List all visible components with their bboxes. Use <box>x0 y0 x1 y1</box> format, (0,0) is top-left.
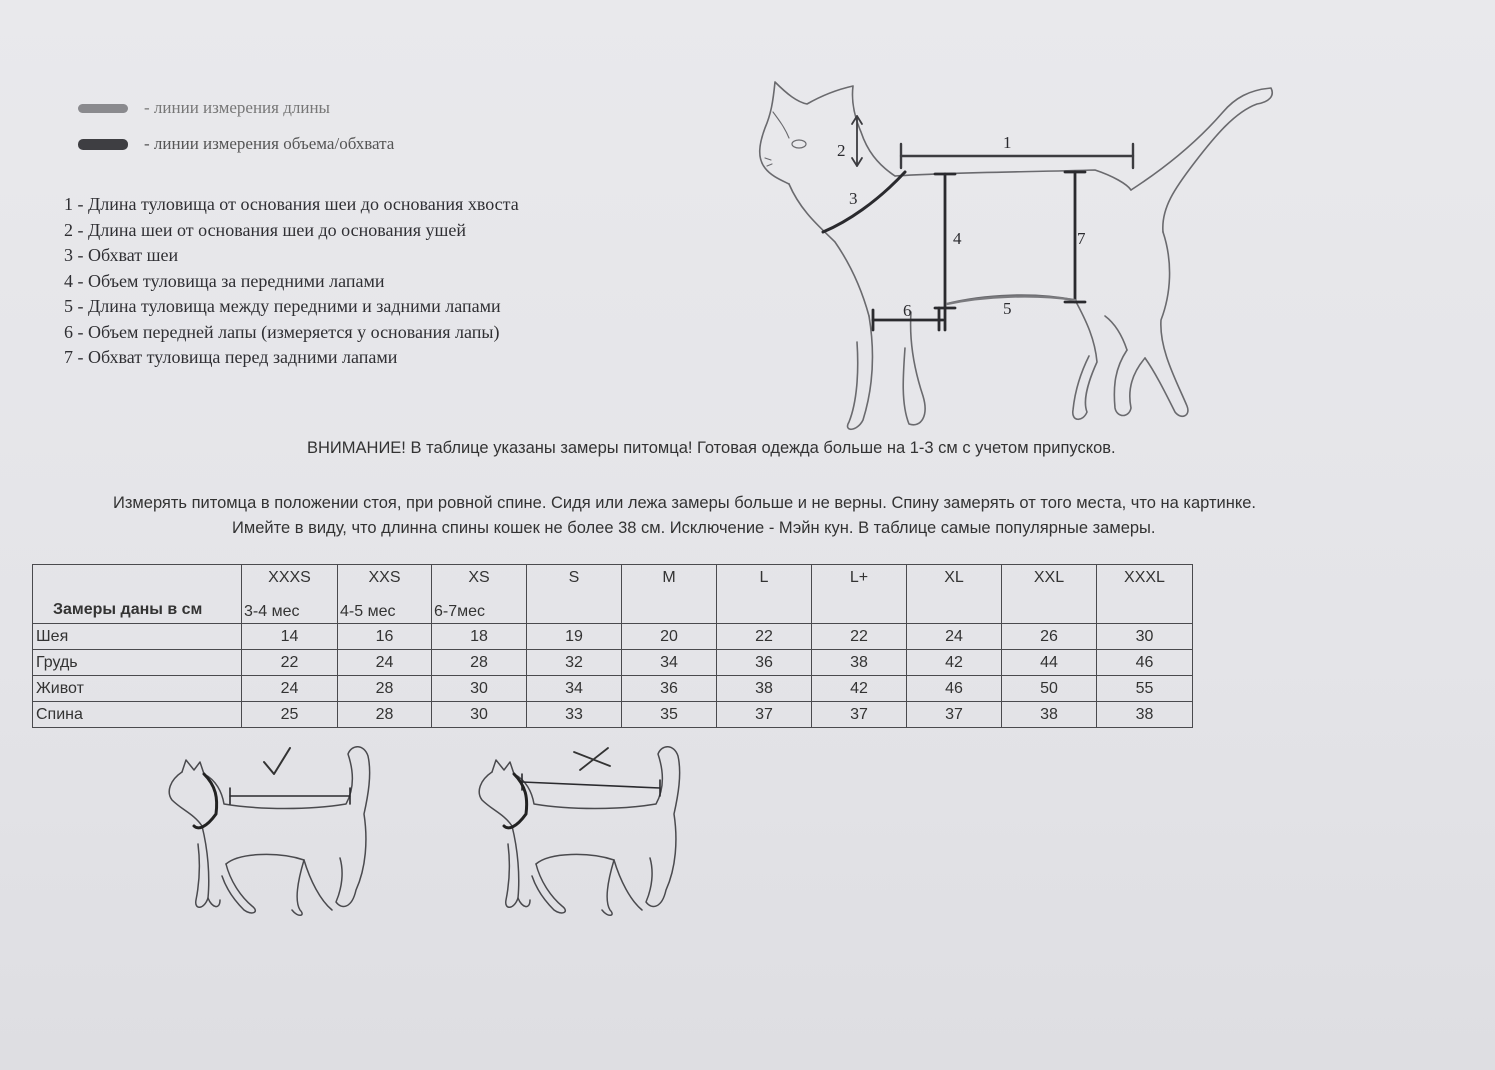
diagram-label-5: 5 <box>1003 299 1012 318</box>
size-col-header <box>242 565 338 624</box>
table-corner-label: Замеры даны в см <box>33 565 242 624</box>
table-row <box>33 650 1193 676</box>
measurement-item: 5 - Длина туловища между передними и задними лапами <box>64 296 501 316</box>
diagram-label-3: 3 <box>849 189 858 208</box>
size-col-header <box>717 565 812 624</box>
wrong-measure-cat <box>470 740 700 930</box>
check-icon <box>264 748 290 774</box>
size-col-header <box>1097 565 1193 624</box>
table-cell: 16 <box>338 624 432 650</box>
table-cell: 24 <box>338 650 432 676</box>
table-cell: 34 <box>622 650 717 676</box>
measure-line-3 <box>823 172 905 232</box>
table-cell: 25 <box>242 702 338 728</box>
table-cell: 30 <box>432 676 527 702</box>
table-cell: 36 <box>717 650 812 676</box>
size-name: XXL <box>1033 569 1065 586</box>
measurement-item: 4 - Объем туловища за передними лапами <box>64 270 385 291</box>
size-name: S <box>568 569 580 586</box>
measure-line-2 <box>852 116 862 166</box>
warning-note: ВНИМАНИЕ! В таблице указаны замеры питомца! Готовая одежда больше на 1-3 см с учетом припусков. <box>307 439 1116 457</box>
size-name: XXS <box>368 569 401 586</box>
correct-measure-cat <box>160 740 390 930</box>
size-age: 3-4 мес <box>244 603 300 620</box>
table-cell: 24 <box>907 624 1002 650</box>
table-cell: 34 <box>527 676 622 702</box>
diagram-label-6: 6 <box>903 301 912 320</box>
diagram-label-7: 7 <box>1077 229 1086 248</box>
table-cell: 37 <box>717 702 812 728</box>
table-cell: 22 <box>242 650 338 676</box>
table-cell: 28 <box>338 676 432 702</box>
size-age: 4-5 мес <box>340 603 396 620</box>
correct-length-line <box>230 788 350 804</box>
measure-instructions-line2: Имейте в виду, что длинна спины кошек не более 38 см. Исключение - Мэйн кун. В таблице самые популярные замеры. <box>232 519 1156 537</box>
volume-line-swatch <box>78 139 128 150</box>
length-line-swatch <box>78 104 128 113</box>
size-name: L+ <box>849 569 869 586</box>
table-cell: 22 <box>812 624 907 650</box>
legend-length-text: - линии измерения длины <box>144 98 330 117</box>
size-col-header <box>812 565 907 624</box>
size-age: 6-7мес <box>434 603 486 620</box>
size-name: XXXL <box>1124 569 1165 586</box>
size-table <box>32 564 1193 728</box>
table-cell: 38 <box>717 676 812 702</box>
table-row <box>33 624 1193 650</box>
table-cell: 38 <box>1097 702 1193 728</box>
table-header-row <box>33 565 1193 624</box>
legend-length-lines <box>78 98 330 118</box>
table-cell: 44 <box>1002 650 1097 676</box>
table-cell: 18 <box>432 624 527 650</box>
measure-line-4 <box>935 174 955 308</box>
measurement-list <box>64 192 519 371</box>
measurement-item: 6 - Объем передней лапы (измеряется у основания лапы) <box>64 321 500 342</box>
measurement-item: 1 - Длина туловища от основания шеи до основания хвоста <box>64 194 519 214</box>
table-row <box>33 702 1193 728</box>
table-cell: 32 <box>527 650 622 676</box>
table-cell: 30 <box>432 702 527 728</box>
size-name: XXXS <box>268 569 311 586</box>
size-name: XL <box>944 569 964 586</box>
row-label: Грудь <box>33 650 242 676</box>
measure-instructions-line1: Измерять питомца в положении стоя, при ровной спине. Сидя или лежа замеры больше и не верны. Спину замерять от того места, что на картинке. <box>113 494 1257 512</box>
legend-volume-lines <box>78 134 394 154</box>
table-cell: 37 <box>907 702 1002 728</box>
table-cell: 28 <box>432 650 527 676</box>
table-cell: 28 <box>338 702 432 728</box>
size-col-header <box>622 565 717 624</box>
size-name: M <box>662 569 676 586</box>
cat-measurement-diagram <box>735 72 1280 442</box>
diagram-label-4: 4 <box>953 229 962 248</box>
measurement-item: 3 - Обхват шеи <box>64 245 179 265</box>
table-cell: 36 <box>622 676 717 702</box>
size-name: L <box>759 569 769 586</box>
table-cell: 55 <box>1097 676 1193 702</box>
table-cell: 38 <box>812 650 907 676</box>
table-cell: 42 <box>907 650 1002 676</box>
size-col-header <box>907 565 1002 624</box>
table-cell: 14 <box>242 624 338 650</box>
row-label: Живот <box>33 676 242 702</box>
table-cell: 37 <box>812 702 907 728</box>
table-cell: 33 <box>527 702 622 728</box>
size-col-header <box>432 565 527 624</box>
table-cell: 24 <box>242 676 338 702</box>
table-cell: 46 <box>907 676 1002 702</box>
measurement-item: 2 - Длина шеи от основания шеи до основания ушей <box>64 219 466 240</box>
measure-line-1 <box>901 144 1133 168</box>
size-name: XS <box>468 569 490 586</box>
table-cell: 46 <box>1097 650 1193 676</box>
row-label: Шея <box>33 624 242 650</box>
size-col-header <box>1002 565 1097 624</box>
diagram-label-2: 2 <box>837 141 846 160</box>
table-cell: 22 <box>717 624 812 650</box>
table-cell: 19 <box>527 624 622 650</box>
cross-icon <box>574 748 610 770</box>
table-row <box>33 676 1193 702</box>
table-cell: 50 <box>1002 676 1097 702</box>
wrong-length-line <box>522 774 660 796</box>
table-cell: 20 <box>622 624 717 650</box>
diagram-label-1: 1 <box>1003 133 1012 152</box>
table-cell: 30 <box>1097 624 1193 650</box>
table-cell: 38 <box>1002 702 1097 728</box>
measurement-item: 7 - Обхват туловища перед задними лапами <box>64 347 398 367</box>
table-cell: 26 <box>1002 624 1097 650</box>
legend-volume-text: - линии измерения объема/обхвата <box>144 134 395 153</box>
table-cell: 35 <box>622 702 717 728</box>
table-cell: 42 <box>812 676 907 702</box>
size-col-header <box>338 565 432 624</box>
row-label: Спина <box>33 702 242 728</box>
size-col-header <box>527 565 622 624</box>
